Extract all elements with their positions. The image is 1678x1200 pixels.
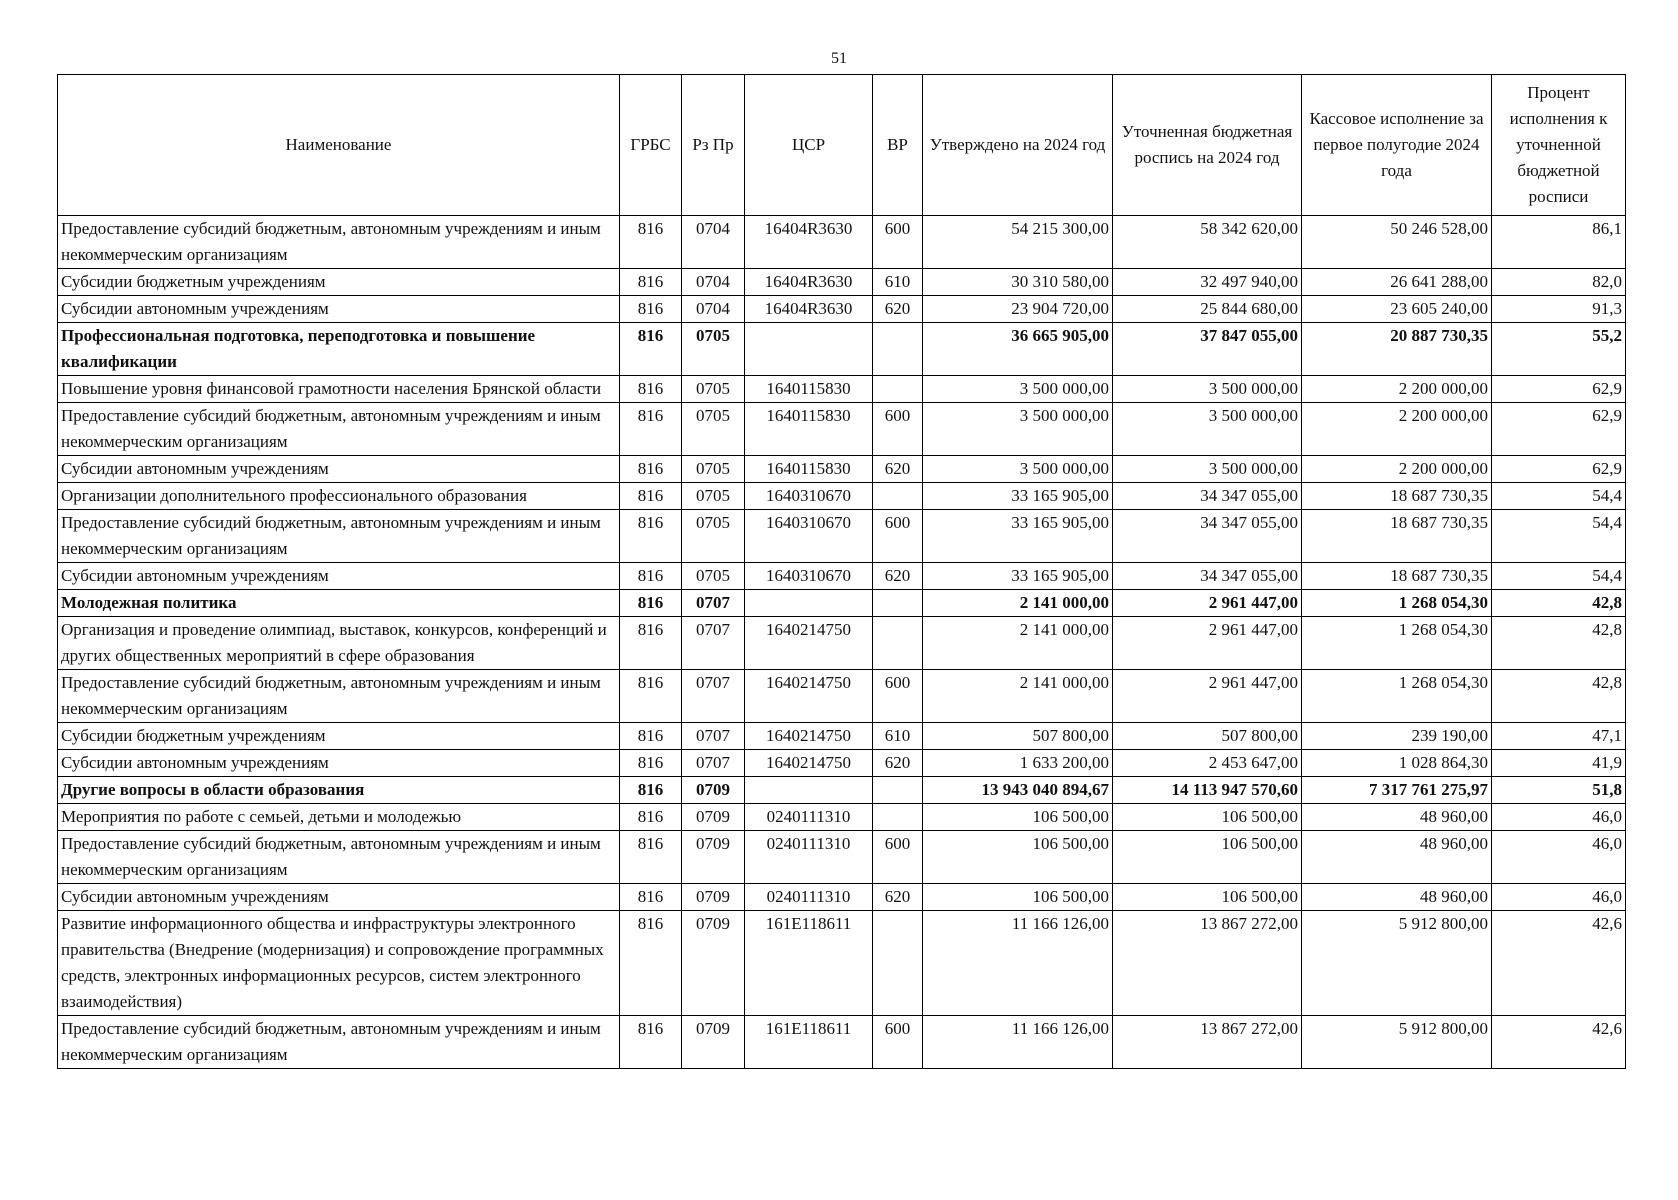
cell-approved: 30 310 580,00 bbox=[923, 269, 1113, 296]
cell-percent: 55,2 bbox=[1492, 323, 1626, 376]
cell-approved: 106 500,00 bbox=[923, 884, 1113, 911]
table-row bbox=[58, 884, 1626, 911]
cell-rzpr: 0707 bbox=[682, 617, 745, 670]
cell-vr: 610 bbox=[873, 723, 923, 750]
table-header-row bbox=[58, 75, 1626, 216]
cell-grbs: 816 bbox=[620, 456, 682, 483]
table-row bbox=[58, 563, 1626, 590]
table-row bbox=[58, 911, 1626, 1016]
table-row bbox=[58, 403, 1626, 456]
cell-percent: 41,9 bbox=[1492, 750, 1626, 777]
cell-refined: 25 844 680,00 bbox=[1113, 296, 1302, 323]
cell-name: Организация и проведение олимпиад, выставок, конкурсов, конференций и других общественных мероприятий в сфере образования bbox=[58, 617, 620, 670]
header-approved: Утверждено на 2024 год bbox=[923, 75, 1113, 216]
cell-rzpr: 0709 bbox=[682, 777, 745, 804]
cell-rzpr: 0705 bbox=[682, 563, 745, 590]
cell-vr: 600 bbox=[873, 670, 923, 723]
table-row bbox=[58, 723, 1626, 750]
cell-approved: 3 500 000,00 bbox=[923, 403, 1113, 456]
cell-grbs: 816 bbox=[620, 216, 682, 269]
cell-name: Предоставление субсидий бюджетным, автономным учреждениям и иным некоммерческим организациям bbox=[58, 831, 620, 884]
cell-percent: 54,4 bbox=[1492, 510, 1626, 563]
cell-cash: 5 912 800,00 bbox=[1302, 911, 1492, 1016]
header-name: Наименование bbox=[58, 75, 620, 216]
cell-grbs: 816 bbox=[620, 269, 682, 296]
cell-rzpr: 0709 bbox=[682, 884, 745, 911]
cell-approved: 2 141 000,00 bbox=[923, 617, 1113, 670]
cell-approved: 13 943 040 894,67 bbox=[923, 777, 1113, 804]
cell-vr: 620 bbox=[873, 884, 923, 911]
cell-rzpr: 0704 bbox=[682, 269, 745, 296]
cell-name: Субсидии автономным учреждениям bbox=[58, 296, 620, 323]
cell-csr: 1640115830 bbox=[745, 456, 873, 483]
cell-percent: 42,8 bbox=[1492, 617, 1626, 670]
header-vr: ВР bbox=[873, 75, 923, 216]
cell-csr: 16404R3630 bbox=[745, 269, 873, 296]
cell-cash: 1 028 864,30 bbox=[1302, 750, 1492, 777]
cell-refined: 34 347 055,00 bbox=[1113, 563, 1302, 590]
cell-grbs: 816 bbox=[620, 296, 682, 323]
cell-grbs: 816 bbox=[620, 777, 682, 804]
cell-cash: 50 246 528,00 bbox=[1302, 216, 1492, 269]
cell-cash: 239 190,00 bbox=[1302, 723, 1492, 750]
cell-grbs: 816 bbox=[620, 590, 682, 617]
page-number: 51 bbox=[831, 50, 847, 67]
cell-csr bbox=[745, 590, 873, 617]
table-row bbox=[58, 323, 1626, 376]
table-body bbox=[58, 216, 1626, 1069]
cell-vr bbox=[873, 376, 923, 403]
cell-vr bbox=[873, 323, 923, 376]
cell-grbs: 816 bbox=[620, 376, 682, 403]
cell-refined: 2 453 647,00 bbox=[1113, 750, 1302, 777]
cell-refined: 34 347 055,00 bbox=[1113, 483, 1302, 510]
cell-csr: 1640310670 bbox=[745, 510, 873, 563]
cell-vr: 600 bbox=[873, 1016, 923, 1069]
cell-percent: 42,6 bbox=[1492, 1016, 1626, 1069]
cell-approved: 36 665 905,00 bbox=[923, 323, 1113, 376]
cell-approved: 54 215 300,00 bbox=[923, 216, 1113, 269]
cell-vr: 620 bbox=[873, 456, 923, 483]
cell-percent: 54,4 bbox=[1492, 563, 1626, 590]
cell-approved: 1 633 200,00 bbox=[923, 750, 1113, 777]
cell-cash: 2 200 000,00 bbox=[1302, 403, 1492, 456]
cell-grbs: 816 bbox=[620, 510, 682, 563]
cell-csr: 1640115830 bbox=[745, 403, 873, 456]
cell-csr: 1640310670 bbox=[745, 483, 873, 510]
cell-percent: 51,8 bbox=[1492, 777, 1626, 804]
cell-vr bbox=[873, 590, 923, 617]
cell-refined: 3 500 000,00 bbox=[1113, 403, 1302, 456]
cell-cash: 1 268 054,30 bbox=[1302, 590, 1492, 617]
cell-cash: 18 687 730,35 bbox=[1302, 563, 1492, 590]
cell-name: Субсидии автономным учреждениям bbox=[58, 750, 620, 777]
table-row bbox=[58, 750, 1626, 777]
cell-name: Другие вопросы в области образования bbox=[58, 777, 620, 804]
cell-approved: 3 500 000,00 bbox=[923, 456, 1113, 483]
cell-name: Предоставление субсидий бюджетным, автономным учреждениям и иным некоммерческим организациям bbox=[58, 1016, 620, 1069]
cell-refined: 2 961 447,00 bbox=[1113, 617, 1302, 670]
header-csr: ЦСР bbox=[745, 75, 873, 216]
cell-grbs: 816 bbox=[620, 911, 682, 1016]
cell-rzpr: 0704 bbox=[682, 216, 745, 269]
cell-rzpr: 0709 bbox=[682, 1016, 745, 1069]
cell-name: Предоставление субсидий бюджетным, автономным учреждениям и иным некоммерческим организациям bbox=[58, 216, 620, 269]
cell-vr bbox=[873, 483, 923, 510]
cell-rzpr: 0705 bbox=[682, 456, 745, 483]
table-row bbox=[58, 804, 1626, 831]
cell-name: Повышение уровня финансовой грамотности населения Брянской области bbox=[58, 376, 620, 403]
cell-name: Мероприятия по работе с семьей, детьми и молодежью bbox=[58, 804, 620, 831]
cell-grbs: 816 bbox=[620, 323, 682, 376]
cell-grbs: 816 bbox=[620, 831, 682, 884]
cell-percent: 62,9 bbox=[1492, 376, 1626, 403]
cell-name: Предоставление субсидий бюджетным, автономным учреждениям и иным некоммерческим организациям bbox=[58, 670, 620, 723]
cell-vr: 600 bbox=[873, 216, 923, 269]
cell-grbs: 816 bbox=[620, 617, 682, 670]
cell-refined: 58 342 620,00 bbox=[1113, 216, 1302, 269]
cell-refined: 3 500 000,00 bbox=[1113, 456, 1302, 483]
cell-csr: 16404R3630 bbox=[745, 216, 873, 269]
table-row bbox=[58, 216, 1626, 269]
cell-vr: 620 bbox=[873, 296, 923, 323]
cell-grbs: 816 bbox=[620, 563, 682, 590]
cell-refined: 13 867 272,00 bbox=[1113, 1016, 1302, 1069]
cell-rzpr: 0709 bbox=[682, 911, 745, 1016]
cell-name: Субсидии автономным учреждениям bbox=[58, 884, 620, 911]
cell-percent: 42,6 bbox=[1492, 911, 1626, 1016]
cell-csr: 0240111310 bbox=[745, 804, 873, 831]
cell-grbs: 816 bbox=[620, 804, 682, 831]
cell-refined: 3 500 000,00 bbox=[1113, 376, 1302, 403]
cell-approved: 2 141 000,00 bbox=[923, 590, 1113, 617]
cell-percent: 42,8 bbox=[1492, 590, 1626, 617]
cell-rzpr: 0707 bbox=[682, 723, 745, 750]
cell-csr bbox=[745, 323, 873, 376]
cell-csr: 1640214750 bbox=[745, 670, 873, 723]
cell-grbs: 816 bbox=[620, 884, 682, 911]
cell-approved: 507 800,00 bbox=[923, 723, 1113, 750]
cell-rzpr: 0705 bbox=[682, 510, 745, 563]
cell-percent: 62,9 bbox=[1492, 456, 1626, 483]
cell-percent: 42,8 bbox=[1492, 670, 1626, 723]
table-row bbox=[58, 1016, 1626, 1069]
cell-csr: 0240111310 bbox=[745, 884, 873, 911]
cell-percent: 86,1 bbox=[1492, 216, 1626, 269]
cell-cash: 48 960,00 bbox=[1302, 831, 1492, 884]
cell-refined: 106 500,00 bbox=[1113, 804, 1302, 831]
cell-rzpr: 0705 bbox=[682, 403, 745, 456]
cell-refined: 37 847 055,00 bbox=[1113, 323, 1302, 376]
cell-cash: 18 687 730,35 bbox=[1302, 483, 1492, 510]
cell-refined: 13 867 272,00 bbox=[1113, 911, 1302, 1016]
cell-rzpr: 0705 bbox=[682, 323, 745, 376]
cell-name: Организации дополнительного профессионального образования bbox=[58, 483, 620, 510]
cell-name: Субсидии автономным учреждениям bbox=[58, 456, 620, 483]
cell-cash: 2 200 000,00 bbox=[1302, 376, 1492, 403]
cell-refined: 34 347 055,00 bbox=[1113, 510, 1302, 563]
cell-csr: 1640214750 bbox=[745, 750, 873, 777]
cell-refined: 2 961 447,00 bbox=[1113, 590, 1302, 617]
cell-percent: 82,0 bbox=[1492, 269, 1626, 296]
header-refined: Уточненная бюджетная роспись на 2024 год bbox=[1113, 75, 1302, 216]
cell-csr: 161E118611 bbox=[745, 1016, 873, 1069]
cell-approved: 33 165 905,00 bbox=[923, 510, 1113, 563]
cell-cash: 48 960,00 bbox=[1302, 804, 1492, 831]
cell-cash: 1 268 054,30 bbox=[1302, 670, 1492, 723]
cell-refined: 106 500,00 bbox=[1113, 884, 1302, 911]
cell-rzpr: 0704 bbox=[682, 296, 745, 323]
cell-vr bbox=[873, 911, 923, 1016]
cell-vr: 600 bbox=[873, 831, 923, 884]
table-row bbox=[58, 483, 1626, 510]
cell-name: Профессиональная подготовка, переподготовка и повышение квалификации bbox=[58, 323, 620, 376]
cell-csr: 1640214750 bbox=[745, 617, 873, 670]
cell-grbs: 816 bbox=[620, 403, 682, 456]
cell-vr: 610 bbox=[873, 269, 923, 296]
cell-grbs: 816 bbox=[620, 750, 682, 777]
cell-csr: 16404R3630 bbox=[745, 296, 873, 323]
header-rzpr: Рз Пр bbox=[682, 75, 745, 216]
cell-csr: 1640115830 bbox=[745, 376, 873, 403]
cell-csr: 1640214750 bbox=[745, 723, 873, 750]
cell-csr: 0240111310 bbox=[745, 831, 873, 884]
cell-grbs: 816 bbox=[620, 483, 682, 510]
cell-percent: 46,0 bbox=[1492, 831, 1626, 884]
cell-cash: 5 912 800,00 bbox=[1302, 1016, 1492, 1069]
cell-refined: 32 497 940,00 bbox=[1113, 269, 1302, 296]
cell-cash: 2 200 000,00 bbox=[1302, 456, 1492, 483]
cell-cash: 26 641 288,00 bbox=[1302, 269, 1492, 296]
cell-rzpr: 0709 bbox=[682, 804, 745, 831]
cell-vr: 620 bbox=[873, 750, 923, 777]
cell-refined: 106 500,00 bbox=[1113, 831, 1302, 884]
cell-rzpr: 0705 bbox=[682, 376, 745, 403]
cell-csr: 1640310670 bbox=[745, 563, 873, 590]
cell-approved: 106 500,00 bbox=[923, 804, 1113, 831]
cell-cash: 18 687 730,35 bbox=[1302, 510, 1492, 563]
cell-approved: 33 165 905,00 bbox=[923, 483, 1113, 510]
cell-percent: 46,0 bbox=[1492, 884, 1626, 911]
cell-percent: 62,9 bbox=[1492, 403, 1626, 456]
cell-rzpr: 0707 bbox=[682, 670, 745, 723]
table-row bbox=[58, 670, 1626, 723]
cell-refined: 507 800,00 bbox=[1113, 723, 1302, 750]
table-row bbox=[58, 590, 1626, 617]
cell-grbs: 816 bbox=[620, 670, 682, 723]
cell-percent: 54,4 bbox=[1492, 483, 1626, 510]
cell-cash: 48 960,00 bbox=[1302, 884, 1492, 911]
cell-rzpr: 0705 bbox=[682, 483, 745, 510]
cell-rzpr: 0707 bbox=[682, 590, 745, 617]
header-percent: Процент исполнения к уточненной бюджетной росписи bbox=[1492, 75, 1626, 216]
cell-approved: 106 500,00 bbox=[923, 831, 1113, 884]
cell-cash: 7 317 761 275,97 bbox=[1302, 777, 1492, 804]
cell-approved: 23 904 720,00 bbox=[923, 296, 1113, 323]
cell-approved: 33 165 905,00 bbox=[923, 563, 1113, 590]
budget-table bbox=[57, 74, 1626, 1069]
cell-grbs: 816 bbox=[620, 723, 682, 750]
cell-vr bbox=[873, 777, 923, 804]
table-row bbox=[58, 456, 1626, 483]
cell-name: Субсидии автономным учреждениям bbox=[58, 563, 620, 590]
header-cash: Кассовое исполнение за первое полугодие 2024 года bbox=[1302, 75, 1492, 216]
cell-vr: 600 bbox=[873, 403, 923, 456]
cell-vr: 600 bbox=[873, 510, 923, 563]
cell-cash: 20 887 730,35 bbox=[1302, 323, 1492, 376]
cell-grbs: 816 bbox=[620, 1016, 682, 1069]
cell-percent: 47,1 bbox=[1492, 723, 1626, 750]
cell-cash: 1 268 054,30 bbox=[1302, 617, 1492, 670]
cell-name: Субсидии бюджетным учреждениям bbox=[58, 723, 620, 750]
cell-vr: 620 bbox=[873, 563, 923, 590]
cell-approved: 11 166 126,00 bbox=[923, 1016, 1113, 1069]
cell-vr bbox=[873, 617, 923, 670]
table-row bbox=[58, 269, 1626, 296]
cell-name: Молодежная политика bbox=[58, 590, 620, 617]
cell-percent: 46,0 bbox=[1492, 804, 1626, 831]
cell-name: Развитие информационного общества и инфраструктуры электронного правительства (Внедрение (модернизация) и сопровождение программных средств, электронных информационных ресурсов, систем электронного взаимодействия) bbox=[58, 911, 620, 1016]
cell-approved: 3 500 000,00 bbox=[923, 376, 1113, 403]
table-row bbox=[58, 777, 1626, 804]
cell-cash: 23 605 240,00 bbox=[1302, 296, 1492, 323]
cell-rzpr: 0707 bbox=[682, 750, 745, 777]
cell-rzpr: 0709 bbox=[682, 831, 745, 884]
cell-approved: 2 141 000,00 bbox=[923, 670, 1113, 723]
header-grbs: ГРБС bbox=[620, 75, 682, 216]
cell-percent: 91,3 bbox=[1492, 296, 1626, 323]
table-row bbox=[58, 296, 1626, 323]
cell-vr bbox=[873, 804, 923, 831]
cell-name: Субсидии бюджетным учреждениям bbox=[58, 269, 620, 296]
cell-csr bbox=[745, 777, 873, 804]
cell-refined: 2 961 447,00 bbox=[1113, 670, 1302, 723]
cell-refined: 14 113 947 570,60 bbox=[1113, 777, 1302, 804]
cell-approved: 11 166 126,00 bbox=[923, 911, 1113, 1016]
table-row bbox=[58, 617, 1626, 670]
cell-csr: 161E118611 bbox=[745, 911, 873, 1016]
cell-name: Предоставление субсидий бюджетным, автономным учреждениям и иным некоммерческим организациям bbox=[58, 403, 620, 456]
table-row bbox=[58, 510, 1626, 563]
cell-name: Предоставление субсидий бюджетным, автономным учреждениям и иным некоммерческим организациям bbox=[58, 510, 620, 563]
table-row bbox=[58, 376, 1626, 403]
table-row bbox=[58, 831, 1626, 884]
